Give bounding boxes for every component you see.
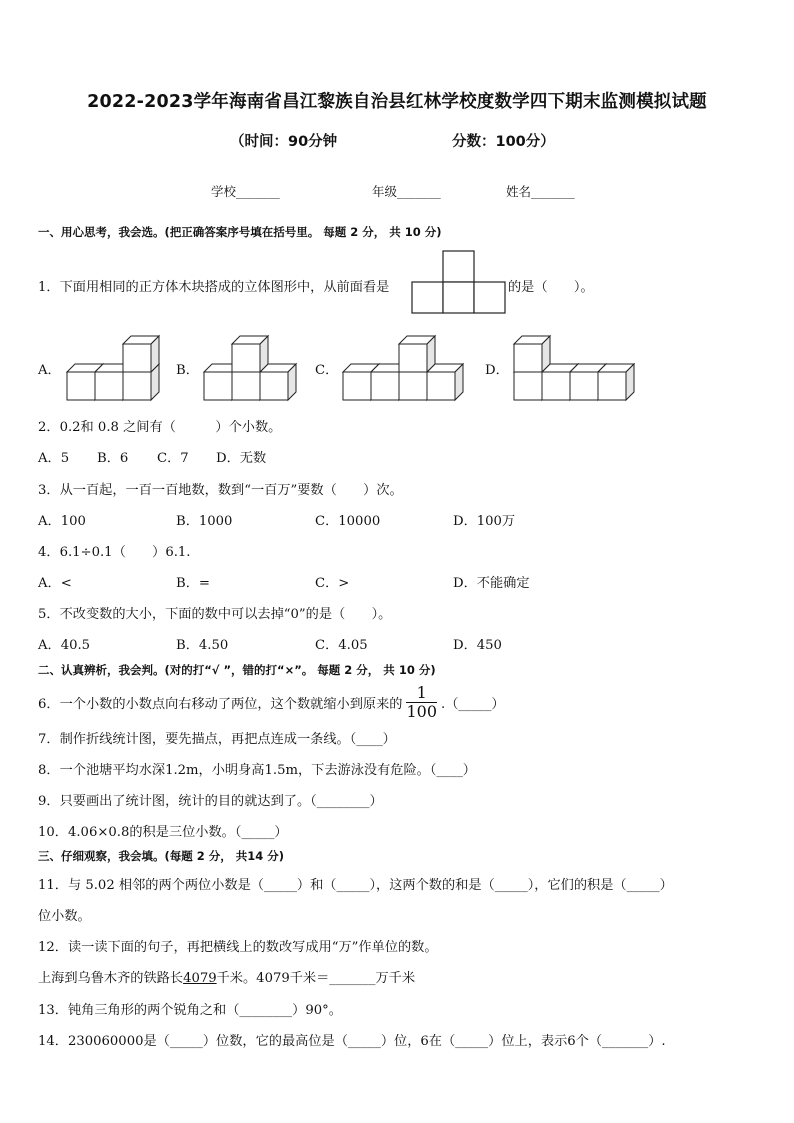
- cube-block: [123, 336, 159, 372]
- grade-field: 年级_______: [372, 184, 441, 199]
- question-5-text: 5．不改变数的大小，下面的数中可以去掉“0”的是（ ）。: [38, 607, 392, 622]
- question-2-text: 2．0.2和 0.8 之间有（ ）个小数。: [38, 420, 282, 435]
- fraction-1-100: [406, 684, 437, 721]
- question-12-text: 12．读一读下面的句子，再把横线上的数改写成用“万”作单位的数。: [38, 940, 438, 955]
- q12-underlined-number: 4079: [183, 971, 217, 986]
- question-3-text: 3．从一百起，一百一百地数，数到“一百万”要数（ ）次。: [38, 483, 403, 498]
- question-1-text: 1．下面用相同的正方体木块搭成的立体图形中，从前面看是: [38, 280, 390, 295]
- cube-block: [427, 364, 463, 400]
- section-3-heading: 三、仔细观察，我会填。(每题 2 分， 共14 分): [38, 849, 285, 863]
- question-12-sentence: [38, 967, 415, 986]
- question-11-text-cont: 位小数。: [38, 909, 91, 924]
- q3-option-b: B．1000: [176, 514, 233, 529]
- q4-option-a: A．<: [38, 576, 72, 591]
- question-6-text: 6．一个小数的小数点向右移动了两位，这个数就缩小到原来的: [38, 696, 403, 712]
- q1-option-a-figure: [66, 328, 176, 403]
- q3-option-c: C．10000: [315, 514, 381, 529]
- q2-option-d: D．无数: [216, 451, 267, 466]
- q12-sentence-start: 上海到乌鲁木齐的铁路长: [38, 971, 184, 986]
- q5-option-b: B．4.50: [176, 638, 229, 653]
- q2-option-a: A．5: [38, 451, 70, 466]
- question-14-text: 14．230060000是（_____）位数，它的最高位是（_____）位，6在（_____）位上，表示6个（_______）.: [38, 1034, 666, 1049]
- cube-block: [232, 336, 268, 372]
- q4-option-d: D．不能确定: [453, 576, 530, 591]
- question-7-text: 7．制作折线统计图，要先描点，再把点连成一条线。（____）: [38, 732, 396, 747]
- fraction-denominator: 100: [406, 701, 437, 721]
- q5-option-c: C．4.05: [315, 638, 368, 653]
- q1-option-d-figure: [513, 328, 623, 403]
- cube-block: [598, 364, 634, 400]
- q2-option-c: C．7: [157, 451, 189, 466]
- q2-option-b: B．6: [97, 451, 129, 466]
- cube-block: [399, 336, 435, 372]
- page-title: 2022-2023学年海南省昌江黎族自治县红林学校度数学四下期末监测模拟试题: [87, 92, 707, 112]
- exam-score: 分数：100分）: [452, 134, 555, 150]
- q1-option-b-label: B．: [176, 363, 199, 378]
- section-2-heading: 二、认真辨析，我会判。(对的打“√ ”，错的打“×”。 每题 2 分， 共 10 分): [38, 663, 436, 677]
- name-field: 姓名_______: [506, 184, 575, 199]
- q1-option-c-label: C．: [315, 363, 339, 378]
- question-6: [38, 682, 505, 722]
- question-1-tail: 的是（ ）。: [508, 280, 594, 295]
- question-4-text: 4．6.1÷0.1（ ）6.1.: [38, 545, 191, 560]
- question-11-text: 11．与 5.02 相邻的两个两位小数是（_____）和（_____），这两个数的和是（_____），它们的积是（_____）: [38, 878, 673, 893]
- cube-block: [260, 364, 296, 400]
- question-9-text: 9．只要画出了统计图，统计的目的就达到了。（________）: [38, 794, 383, 809]
- question-10-text: 10．4.06×0.8的积是三位小数。（_____）: [38, 825, 288, 840]
- cube-block: [514, 336, 550, 372]
- q5-option-d: D．450: [453, 638, 502, 653]
- question-13-text: 13．钝角三角形的两个锐角之和（________）90°。: [38, 1003, 342, 1018]
- q3-option-d: D．100万: [453, 514, 516, 529]
- fraction-numerator: 1: [406, 684, 437, 703]
- exam-time: （时间：90分钟: [230, 134, 338, 150]
- question-8-text: 8．一个池塘平均水深1.2m，小明身高1.5m，下去游泳没有危险。（____）: [38, 763, 476, 778]
- q1-option-a-label: A．: [38, 363, 61, 378]
- q3-option-a: A．100: [38, 514, 86, 529]
- q1-option-c-figure: [342, 328, 472, 403]
- q4-option-c: C．>: [315, 576, 350, 591]
- q12-sentence-end: 千米。4079千米＝_______万千米: [216, 971, 416, 986]
- q1-option-d-label: D．: [485, 363, 509, 378]
- q4-option-b: B．=: [176, 576, 210, 591]
- front-view-figure: [411, 250, 507, 316]
- question-6-answer: .（_____）: [441, 696, 505, 712]
- q1-option-b-figure: [203, 328, 313, 403]
- school-field: 学校_______: [211, 184, 280, 199]
- q5-option-a: A．40.5: [38, 638, 91, 653]
- section-1-heading: 一、用心思考，我会选。(把正确答案序号填在括号里。 每题 2 分， 共 10 分): [38, 225, 442, 239]
